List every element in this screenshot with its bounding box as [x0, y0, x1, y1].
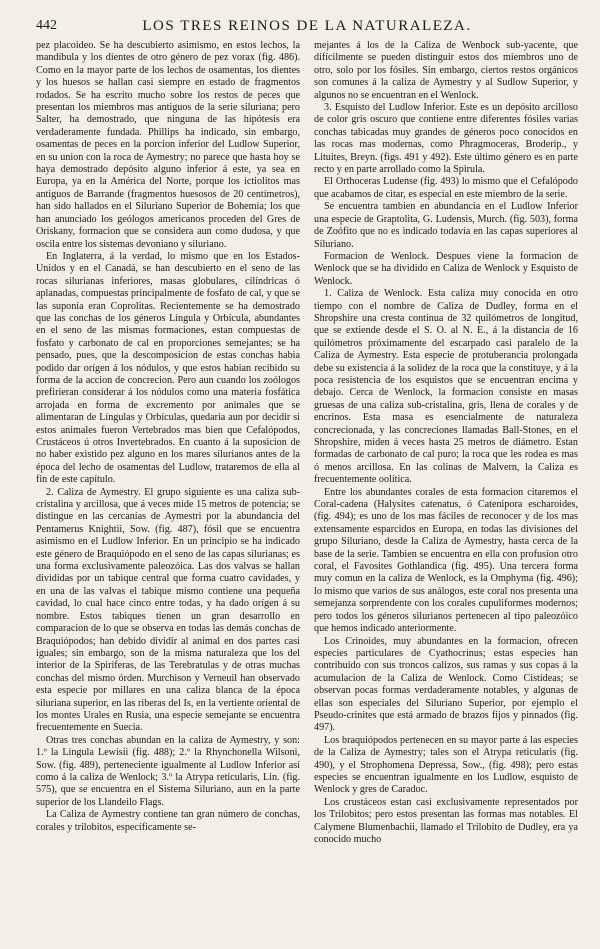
left-column	[36, 40, 300, 940]
paragraph: El Orthoceras Ludense (fig. 493) lo mismo que el Cefalópodo que acabamos de citar, es especial en este miembro de la serie.	[314, 176, 578, 200]
page-header	[36, 18, 578, 40]
paragraph: pez placoideo. Se ha descubierto asimismo, en estos lechos, la mandíbula y los dientes de otro género de pez vorax (fig. 486). Como en la mayor parte de los lechos de osamentas, los dientes y los huesos se hallan casi siempre en estado de fragmentos rodados. Se ha escrito mucho sobre los restos de peces que presentan los miembros mas antiguos de la serie siluriana; pero Salter, ha demostrado, que ninguna de las hipótesis era verdaderamente fundada. Phillips ha indicado, sin embargo, osamentas de peces en la porcion inferior del Ludlow Superior, en su union con la roca de Aymestry; no parece que hasta hoy se haya demostrado depósito alguno inferior á este, ya sea en Europa, ya en la América del Norte, porque los ictiolitos mas antiguos de Barrande (fragmentos huesosos de 20 centímetros), han sido hallados en el Siluriano Superior de Bohemia; los que han anunciado los geólogos americanos proceden del Gres de Oriskany, formacion que se considera aun como dudosa, y que oscila entre los sistemas devoniano y siluriano.	[36, 40, 300, 250]
paragraph: La Caliza de Aymestry contiene tan gran número de conchas, corales y trilobitos, específicamente se-	[36, 809, 300, 833]
running-title: LOS TRES REINOS DE LA NATURALEZA.	[142, 18, 472, 34]
page-number: 442	[36, 18, 57, 33]
paragraph: Entre los abundantes corales de esta formacion citaremos el Coral-cadena (Halysites catenatus, ó Catenipora escharoides, (fig. 494); es uno de los mas fáciles de reconocer y de los mas extensamente esparcidos en Europa, en todas las divisiones del grupo Siluriano, desde la Caliza de Aymestry, hasta cerca de la base de la serie. Tambien se encuentra en ella con profusion otro coral, el Favosites Gothlandica (fig. 495). Una tercera forma muy comun en la caliza de Wenlock, es la Omphyma (fig. 496); lo mismo que varios de sus análogos, este coral nos presenta una semejanza sorprendente con los corales cupuliformes modernos; pero todos los géneros silurianos pertenecen al tipo paleozóico que hemos indicado anteriormente.	[314, 486, 578, 635]
paragraph: En Inglaterra, á la verdad, lo mismo que en los Estados-Unidos y en el Canadá, se han descubierto en el seno de las rocas silurianas inferiores, masas globulares, cilíndricas ó aplanadas, compuestas principalmente de fosfato de cal, y que se las suponía eran Coprolitas. Recientemente se ha demostrado que las conchas de los géneros Língula y Orbícula, abundantes en el seno de las mismas formaciones, estan compuestas de fosfato y carbonato de cal en proporciones semejantes; se ha pensado, pues, que la descomposicion de estas conchas habia podido dar orígen á los nódulos, y que estos habian recibido su forma de la accion de concrecion. Pero aun cuando los zoólogos prefirieran considerar á los nódulos como una materia fosfática arrojada en forma de excremento por animales que se alimentaran de Língulas y Orbículas, quedaria aun por decidir si estos animales fueron Vertebrados mas bien que Cefalópodos, Crustáceos ú otros Invertebrados. En cuanto á la suposicion de no haber existido pez alguno en los mares silurianos antes de la época del lecho de osamentas del Ludlow, trataremos de ella al fin de este capítulo.	[36, 250, 300, 486]
paragraph: Otras tres conchas abundan en la caliza de Aymestry, y son: 1.º la Língula Lewisii (fig. 488); 2.º la Rhynchonella Wilsoni, Sow. (fig. 489), perteneciente igualmente al Ludlow Inferior así como á la caliza de Wenlock; 3.º la Atrypa reticularis, Lin. (fig. 575), que se encuentra en el Sistema Siluriano, aun en la parte superior de los Llandeilo Flags.	[36, 734, 300, 808]
paragraph: Se encuentra tambien en abundancia en el Ludlow Inferior una especie de Graptolita, G. Ludensis, Murch. (fig. 503), forma de Zoófito que no es indicado todavía en las capas superiores al Siluriano.	[314, 201, 578, 250]
paragraph: mejantes á los de la Caliza de Wenbock sub-yacente, que difícilmente se pueden distinguir estos dos miembros uno de otro, solo por los fósiles. Sin embargo, ciertos restos orgánicos son comunes á la caliza de Aymestry y al Sudlow Superior, y algunos no se encuentran en el Wenlock.	[314, 40, 578, 101]
right-column	[314, 40, 578, 940]
paragraph: Los braquiópodos pertenecen en su mayor parte á las especies de la Caliza de Aymestry; tales son el Atrypa reticularis (fig. 490), y el Strophomena Depressa, Sow., (fig. 498); pero estas especies se encuentran igualmente en los Ludlow, esquisto de Wenlock y gres de Caradoc.	[314, 734, 578, 796]
paragraph: 1. Caliza de Wenlock. Esta caliza muy conocida en otro tiempo con el nombre de Caliza de Dudley, forma en el Shropshire una cresta continua de 32 quilómetros de longitud, que se extiende desde el S. O. al N. E., á la distancia de 16 quilómetros próximamente del escarpado casi paralelo de la Caliza de Aymestry. Esta especie de protuberancia prolongada debe su existencia á la solidez de la roca que la constituye, y á la poca resistencia de los esquistos que se encuentran encima y debajo. Cerca de Wenlock, la formacion consiste en masas gruesas de una caliza sub-cristalina, gris, llena de corales y de encrinos. Esta masa es esencialmente de naturaleza concrecionada, y las concreciones llamadas Ball-Stones, en el Shropshire, miden á veces hasta 25 metros de diámetro. Estan formadas de carbonato de cal puro; la roca que les rodea es mas ó menos arcillosa. En las colinas de Malvern, la Caliza es frecuentemente oolítica.	[314, 288, 578, 486]
paragraph: Formacion de Wenlock. Despues viene la formacion de Wenlock que se ha dividido en Caliza de Wenlock y Esquisto de Wenlock.	[314, 250, 578, 287]
paragraph: 2. Caliza de Aymestry. El grupo siguiente es una caliza sub-cristalina y arcillosa, que á veces mide 15 metros de potencia; se distingue en las cercanías de Aymestri por la abundancia del Pentamerus Knightii, Sow. (fig. 487), fósil que se encuentra asimismo en el Ludlow Inferior. En un principio se ha indicado este género de Braquiópodo en el seno de las capas silurianas; es una forma exclusivamente paleozóica. Las dos valvas se hallan divididas por un tabique central que forma cuatro cavidades, y en una de las valvas el tabique mismo contiene una pequeña cavidad, lo cual hace cinco entre todas, y ha dado orígen á su nombre. Estos tabiques tienen un gran desarrollo en comparacion de lo que se observa en todas las demás conchas de Braquiópodos; han debido dividir al animal en dos partes casi iguales; sin embargo, son de la misma naturaleza que los del interior de la Spiriferas, de las Terebratulas y de otras muchas conchas del mismo órden. Murchison y Verneuil han observado esta especie por millares en una caliza blanca de la época siluriana superior, en las riberas del Is, en la vertiente oriental de los montes Urales en Rusia, una especie semejante se encuentra frecuentemente en Suecia.	[36, 486, 300, 734]
paragraph: 3. Esquisto del Ludlow Inferior. Este es un depósito arcilloso de color gris oscuro que contiene entre diferentes fósiles varias conchas tabicadas muy grandes de géneros poco conocidos en las rocas mas modernas, como Phragmoceras, Broderip., y Lituites, Breyn. (figs. 491 y 492). Este último género es en parte recto y en parte arrollado como la Spirula.	[314, 102, 578, 176]
text-columns	[36, 40, 578, 940]
paragraph: Los crustáceos estan casi exclusivamente representados por los Trilobitos; pero estos presentan las formas mas notables. El Calymene Blumenbachii, llamado el Trilobito de Dudley, era ya conocido mucho	[314, 796, 578, 845]
paragraph: Los Crinoides, muy abundantes en la formacion, ofrecen especies particulares de Cyathocrinus; estas especies han contribuido con sus troncos calizos, sus ramas y sus copas á la acumulacion de la Caliza de Wenlock. Como Cistídeas; se observan pocas formas verdaderamente notables, y algunas de ellas son especiales del Siluriano Superior, por ejemplo el Pseudo-crinites que está armado de brazos fijos y pinnados (fig. 497).	[314, 635, 578, 734]
